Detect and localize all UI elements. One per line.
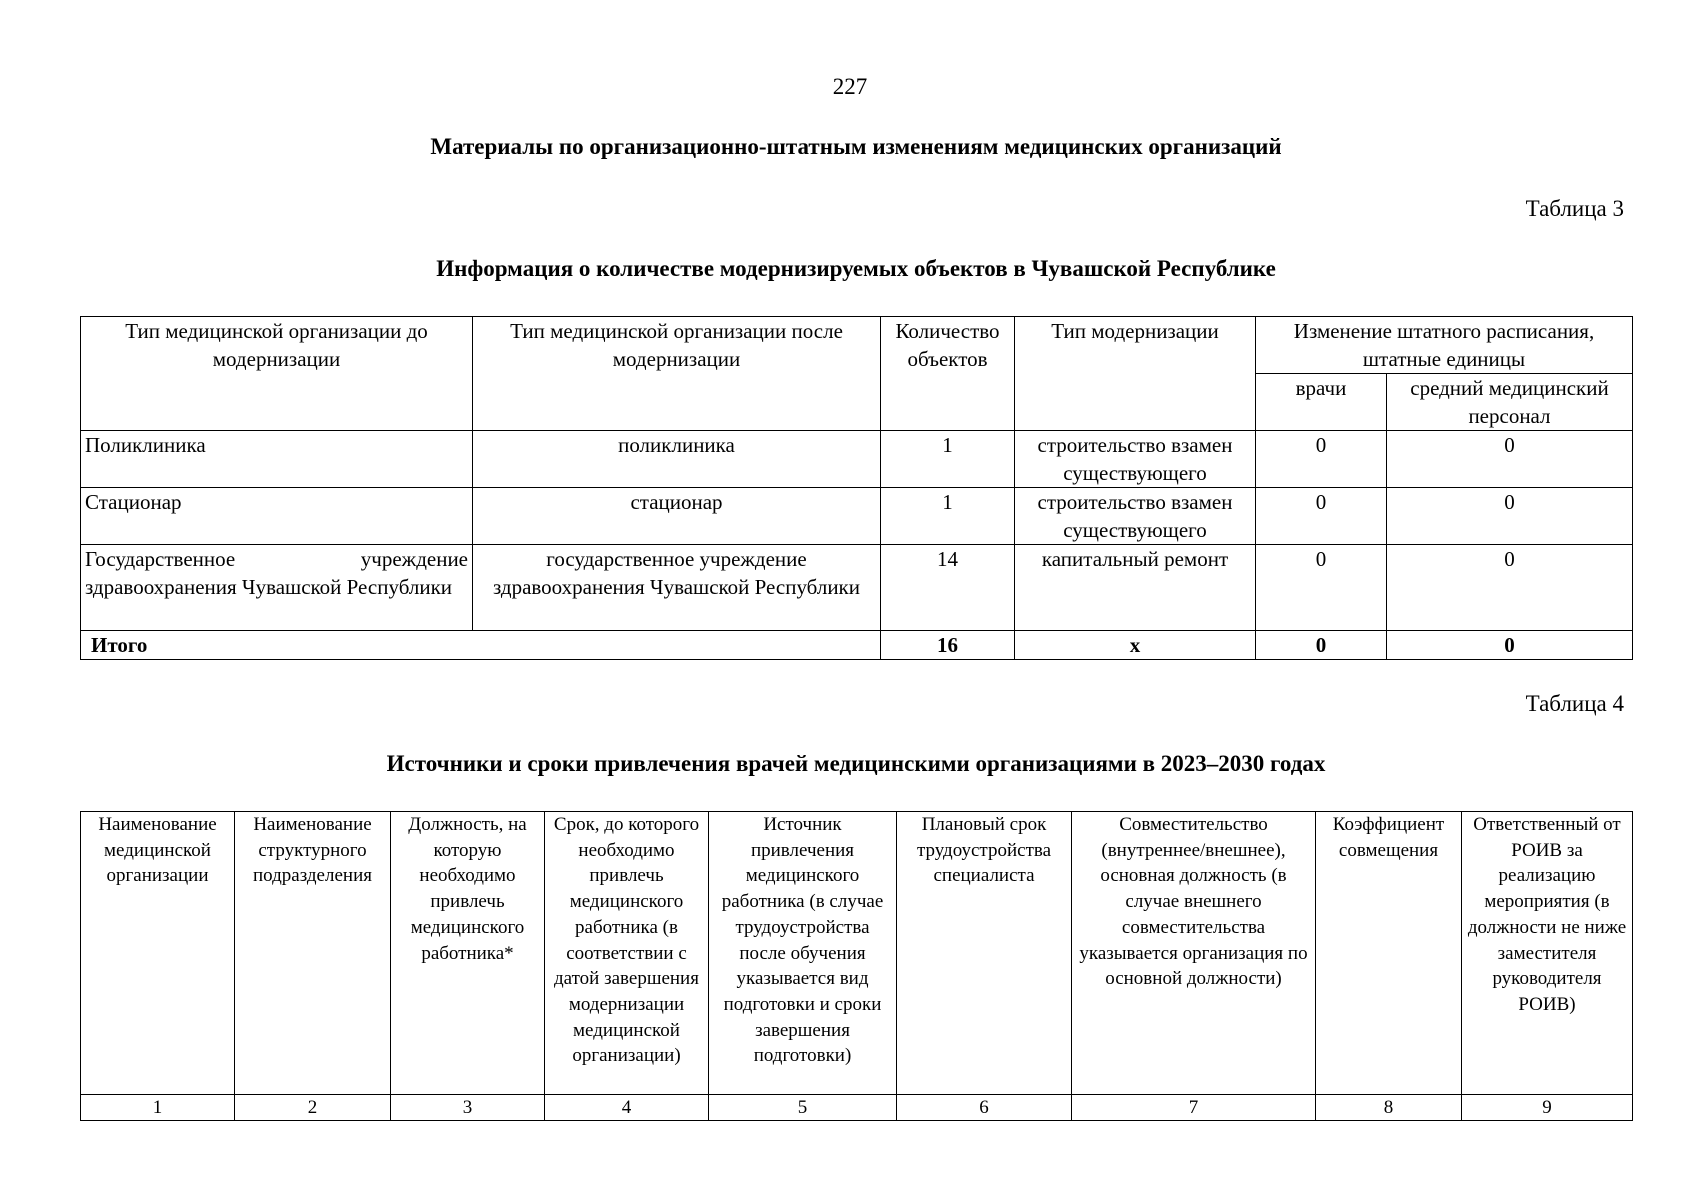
header-type-before: Тип медицинской организации до модернизации <box>81 317 473 431</box>
header-position: Должность, на которую необходимо привлечь медицинского работника* <box>391 812 545 1095</box>
cell-modernization-type: строительство взамен существующего <box>1015 488 1256 545</box>
column-number: 8 <box>1316 1095 1462 1121</box>
cell-type-after: стационар <box>473 488 881 545</box>
header-count: Количество объектов <box>881 317 1015 431</box>
header-responsible: Ответственный от РОИВ за реализацию мероприятия (в должности не ниже заместителя руководителя РОИВ) <box>1462 812 1633 1095</box>
cell-doctors: 0 <box>1256 431 1387 488</box>
document-title: Материалы по организационно-штатным изменениям медицинских организаций <box>430 134 1282 159</box>
column-number: 1 <box>81 1095 235 1121</box>
header-source: Источник привлечения медицинского работника (в случае трудоустройства после обучения указывается вид подготовки и сроки завершения подготовки) <box>709 812 897 1095</box>
header-organization: Наименование медицинской организации <box>81 812 235 1095</box>
column-numbers-row <box>81 1095 1633 1121</box>
header-doctors: врачи <box>1256 374 1387 431</box>
page-number: 227 <box>832 74 868 99</box>
table-header-row <box>81 317 1633 374</box>
cell-nurses: 0 <box>1387 488 1633 545</box>
cell-type-after: поликлиника <box>473 431 881 488</box>
header-nurses: средний медицинский персонал <box>1387 374 1633 431</box>
cell-type-before: Поликлиника <box>81 431 473 488</box>
doctor-recruitment-table <box>80 811 1633 1121</box>
table-3-caption: Таблица 3 <box>1525 196 1624 221</box>
header-part-time: Совместительство (внутреннее/внешнее), основная должность (в случае внешнего совместительства указывается организация по основной должности) <box>1072 812 1316 1095</box>
table-header-row <box>81 812 1633 1095</box>
table-row <box>81 431 1633 488</box>
header-department: Наименование структурного подразделения <box>235 812 391 1095</box>
cell-doctors: 0 <box>1256 545 1387 631</box>
cell-modernization-type: строительство взамен существующего <box>1015 431 1256 488</box>
table-row <box>81 488 1633 545</box>
cell-count: 1 <box>881 488 1015 545</box>
cell-doctors: 0 <box>1256 488 1387 545</box>
table-3-title: Информация о количестве модернизируемых объектов в Чувашской Республике <box>436 256 1276 281</box>
total-count: 16 <box>881 631 1015 660</box>
cell-type-after: государственное учреждение здравоохранения Чувашской Республики <box>473 545 881 631</box>
column-number: 4 <box>545 1095 709 1121</box>
header-planned-employment: Плановый срок трудоустройства специалиста <box>897 812 1072 1095</box>
cell-type-before: Государственное учреждение здравоохранения Чувашской Республики <box>81 545 473 631</box>
table-4-caption: Таблица 4 <box>1525 691 1624 716</box>
header-staff-change: Изменение штатного расписания, штатные единицы <box>1256 317 1633 374</box>
header-type-after: Тип медицинской организации после модернизации <box>473 317 881 431</box>
cell-type-before: Стационар <box>81 488 473 545</box>
modernized-objects-table <box>80 316 1633 660</box>
total-modernization-type: x <box>1015 631 1256 660</box>
cell-modernization-type: капитальный ремонт <box>1015 545 1256 631</box>
column-number: 9 <box>1462 1095 1633 1121</box>
cell-count: 14 <box>881 545 1015 631</box>
column-number: 2 <box>235 1095 391 1121</box>
header-deadline: Срок, до которого необходимо привлечь медицинского работника (в соответствии с датой завершения модернизации медицинской организации) <box>545 812 709 1095</box>
table-row <box>81 545 1633 631</box>
cell-nurses: 0 <box>1387 431 1633 488</box>
total-nurses: 0 <box>1387 631 1633 660</box>
cell-count: 1 <box>881 431 1015 488</box>
table-total-row <box>81 631 1633 660</box>
header-modernization-type: Тип модернизации <box>1015 317 1256 431</box>
table-4-title: Источники и сроки привлечения врачей медицинскими организациями в 2023–2030 годах <box>386 751 1326 776</box>
header-coefficient: Коэффициент совмещения <box>1316 812 1462 1095</box>
column-number: 6 <box>897 1095 1072 1121</box>
cell-nurses: 0 <box>1387 545 1633 631</box>
total-label: Итого <box>81 631 881 660</box>
total-doctors: 0 <box>1256 631 1387 660</box>
column-number: 3 <box>391 1095 545 1121</box>
column-number: 7 <box>1072 1095 1316 1121</box>
column-number: 5 <box>709 1095 897 1121</box>
